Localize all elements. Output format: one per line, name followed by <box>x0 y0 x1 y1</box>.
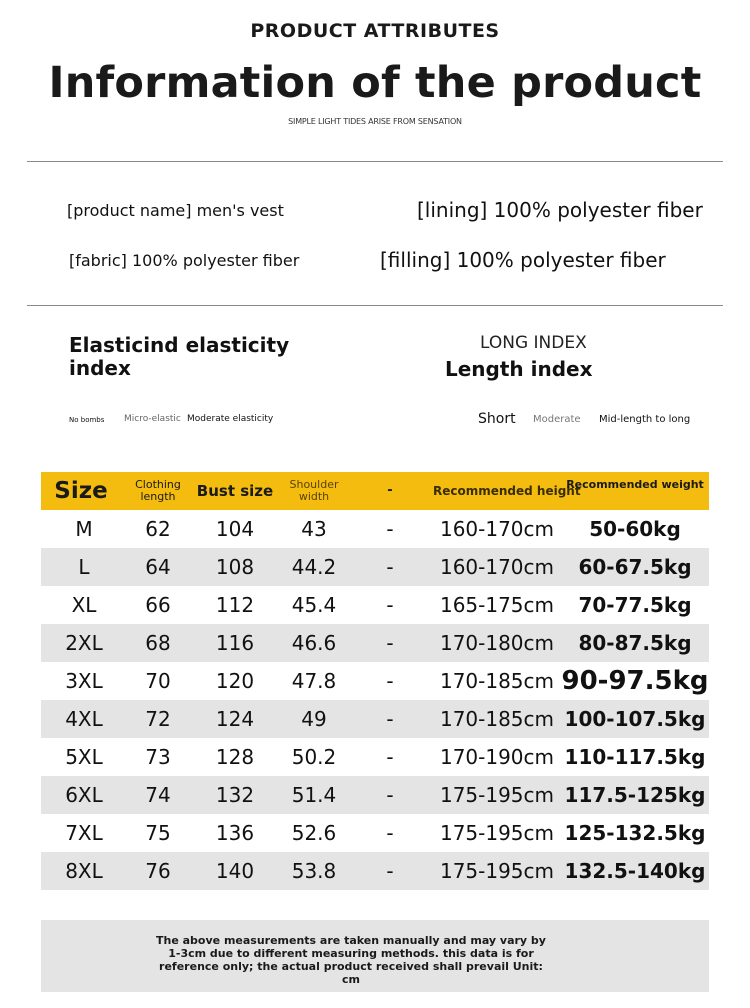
table-row <box>41 510 709 548</box>
table-cell: 132.5-140kg <box>564 859 706 883</box>
table-cell: 120 <box>215 669 255 693</box>
length-option: Moderate <box>533 414 581 425</box>
attribute-product-name: [product name] men's vest <box>67 201 284 220</box>
divider <box>27 305 723 306</box>
length-index-title: Length index <box>445 357 593 381</box>
table-cell: 136 <box>215 821 255 845</box>
elasticity-index-title: Elasticind elasticity index <box>69 333 290 380</box>
table-cell: 50.2 <box>291 745 337 769</box>
table-cell: 73 <box>145 745 171 769</box>
table-cell: 128 <box>215 745 255 769</box>
table-cell: 175-195cm <box>439 859 555 883</box>
table-cell: - <box>386 821 394 845</box>
attribute-lining: [lining] 100% polyester fiber <box>417 198 703 222</box>
column-header: Recommended weight <box>566 478 704 491</box>
table-cell: 75 <box>145 821 171 845</box>
table-cell: 132 <box>215 783 255 807</box>
table-cell: 4XL <box>65 707 103 731</box>
table-row <box>41 548 709 586</box>
table-cell: 160-170cm <box>439 555 555 579</box>
table-body <box>41 510 709 890</box>
table-cell: 43 <box>301 517 327 541</box>
tagline: SIMPLE LIGHT TIDES ARISE FROM SENSATION <box>288 117 462 126</box>
table-cell: - <box>386 517 394 541</box>
table-cell: 165-175cm <box>439 593 555 617</box>
column-header: - <box>387 483 393 498</box>
table-cell: 51.4 <box>291 783 337 807</box>
column-header: Bust size <box>196 482 274 500</box>
table-cell: 125-132.5kg <box>564 821 706 845</box>
table-header-row <box>41 472 709 510</box>
column-header: Recommended height <box>433 484 581 498</box>
table-cell: 160-170cm <box>439 517 555 541</box>
page-title: Information of the product <box>48 58 702 108</box>
elasticity-option-selected: Moderate elasticity <box>187 414 274 424</box>
table-cell: 5XL <box>65 745 103 769</box>
table-cell: L <box>78 555 90 579</box>
table-cell: 53.8 <box>291 859 337 883</box>
table-cell: 74 <box>145 783 171 807</box>
table-row <box>41 662 709 700</box>
column-header: Size <box>54 478 108 504</box>
elasticity-option: Micro-elastic <box>124 414 181 424</box>
table-cell: 52.6 <box>291 821 337 845</box>
table-row <box>41 776 709 814</box>
measurement-note <box>41 920 709 992</box>
table-cell: 72 <box>145 707 171 731</box>
table-cell: 112 <box>215 593 255 617</box>
table-cell: 47.8 <box>291 669 337 693</box>
length-index-eyebrow: LONG INDEX <box>480 333 587 353</box>
size-chart-table <box>41 472 709 890</box>
table-cell: 116 <box>215 631 255 655</box>
table-cell: 117.5-125kg <box>564 783 706 807</box>
table-cell: 80-87.5kg <box>578 631 692 655</box>
table-cell: 8XL <box>65 859 103 883</box>
table-cell: 49 <box>301 707 327 731</box>
attribute-fabric: [fabric] 100% polyester fiber <box>69 251 300 270</box>
table-row <box>41 814 709 852</box>
table-cell: 46.6 <box>291 631 337 655</box>
table-cell: - <box>386 745 394 769</box>
table-cell: - <box>386 783 394 807</box>
table-cell: 50-60kg <box>589 517 681 541</box>
table-cell: 140 <box>215 859 255 883</box>
table-cell: - <box>386 593 394 617</box>
table-cell: 64 <box>145 555 171 579</box>
table-cell: 170-185cm <box>439 707 555 731</box>
table-cell: 7XL <box>65 821 103 845</box>
table-row <box>41 738 709 776</box>
table-cell: XL <box>71 593 97 617</box>
table-cell: - <box>386 707 394 731</box>
section-eyebrow: PRODUCT ATTRIBUTES <box>250 20 500 42</box>
table-cell: 110-117.5kg <box>564 745 706 769</box>
table-cell: 66 <box>145 593 171 617</box>
table-cell: - <box>386 859 394 883</box>
table-cell: 3XL <box>65 669 103 693</box>
table-cell: 68 <box>145 631 171 655</box>
table-row <box>41 852 709 890</box>
length-option: Mid-length to long <box>599 414 691 425</box>
table-cell: 70 <box>145 669 171 693</box>
length-option-selected: Short <box>478 411 516 427</box>
divider <box>27 161 723 162</box>
table-cell: 44.2 <box>291 555 337 579</box>
table-cell: - <box>386 555 394 579</box>
table-row <box>41 624 709 662</box>
table-cell: 2XL <box>65 631 103 655</box>
table-cell: 108 <box>215 555 255 579</box>
table-cell: 76 <box>145 859 171 883</box>
table-cell: 70-77.5kg <box>578 593 692 617</box>
table-cell: 170-180cm <box>439 631 555 655</box>
table-row <box>41 700 709 738</box>
table-cell: M <box>75 517 93 541</box>
table-cell: - <box>386 631 394 655</box>
table-cell: 170-185cm <box>439 669 555 693</box>
table-cell: 170-190cm <box>439 745 555 769</box>
table-cell: 175-195cm <box>439 783 555 807</box>
attribute-filling: [filling] 100% polyester fiber <box>380 248 666 272</box>
table-cell: 60-67.5kg <box>578 555 692 579</box>
table-cell: 124 <box>215 707 255 731</box>
table-cell: 175-195cm <box>439 821 555 845</box>
table-cell: 62 <box>145 517 171 541</box>
column-header: Clothing length <box>135 478 181 503</box>
table-cell: 6XL <box>65 783 103 807</box>
table-row <box>41 586 709 624</box>
table-cell: 100-107.5kg <box>564 707 706 731</box>
table-cell: - <box>386 669 394 693</box>
column-header: Shoulder width <box>289 478 339 503</box>
table-cell: 104 <box>215 517 255 541</box>
table-cell: 90-97.5kg <box>561 666 709 696</box>
elasticity-option: No bombs <box>69 416 105 424</box>
measurement-note-text: The above measurements are taken manually and may vary by 1-3cm due to different measuring methods. this data is for reference only; the actual product received shall prevail Unit: cm <box>156 934 546 986</box>
table-cell: 45.4 <box>291 593 337 617</box>
